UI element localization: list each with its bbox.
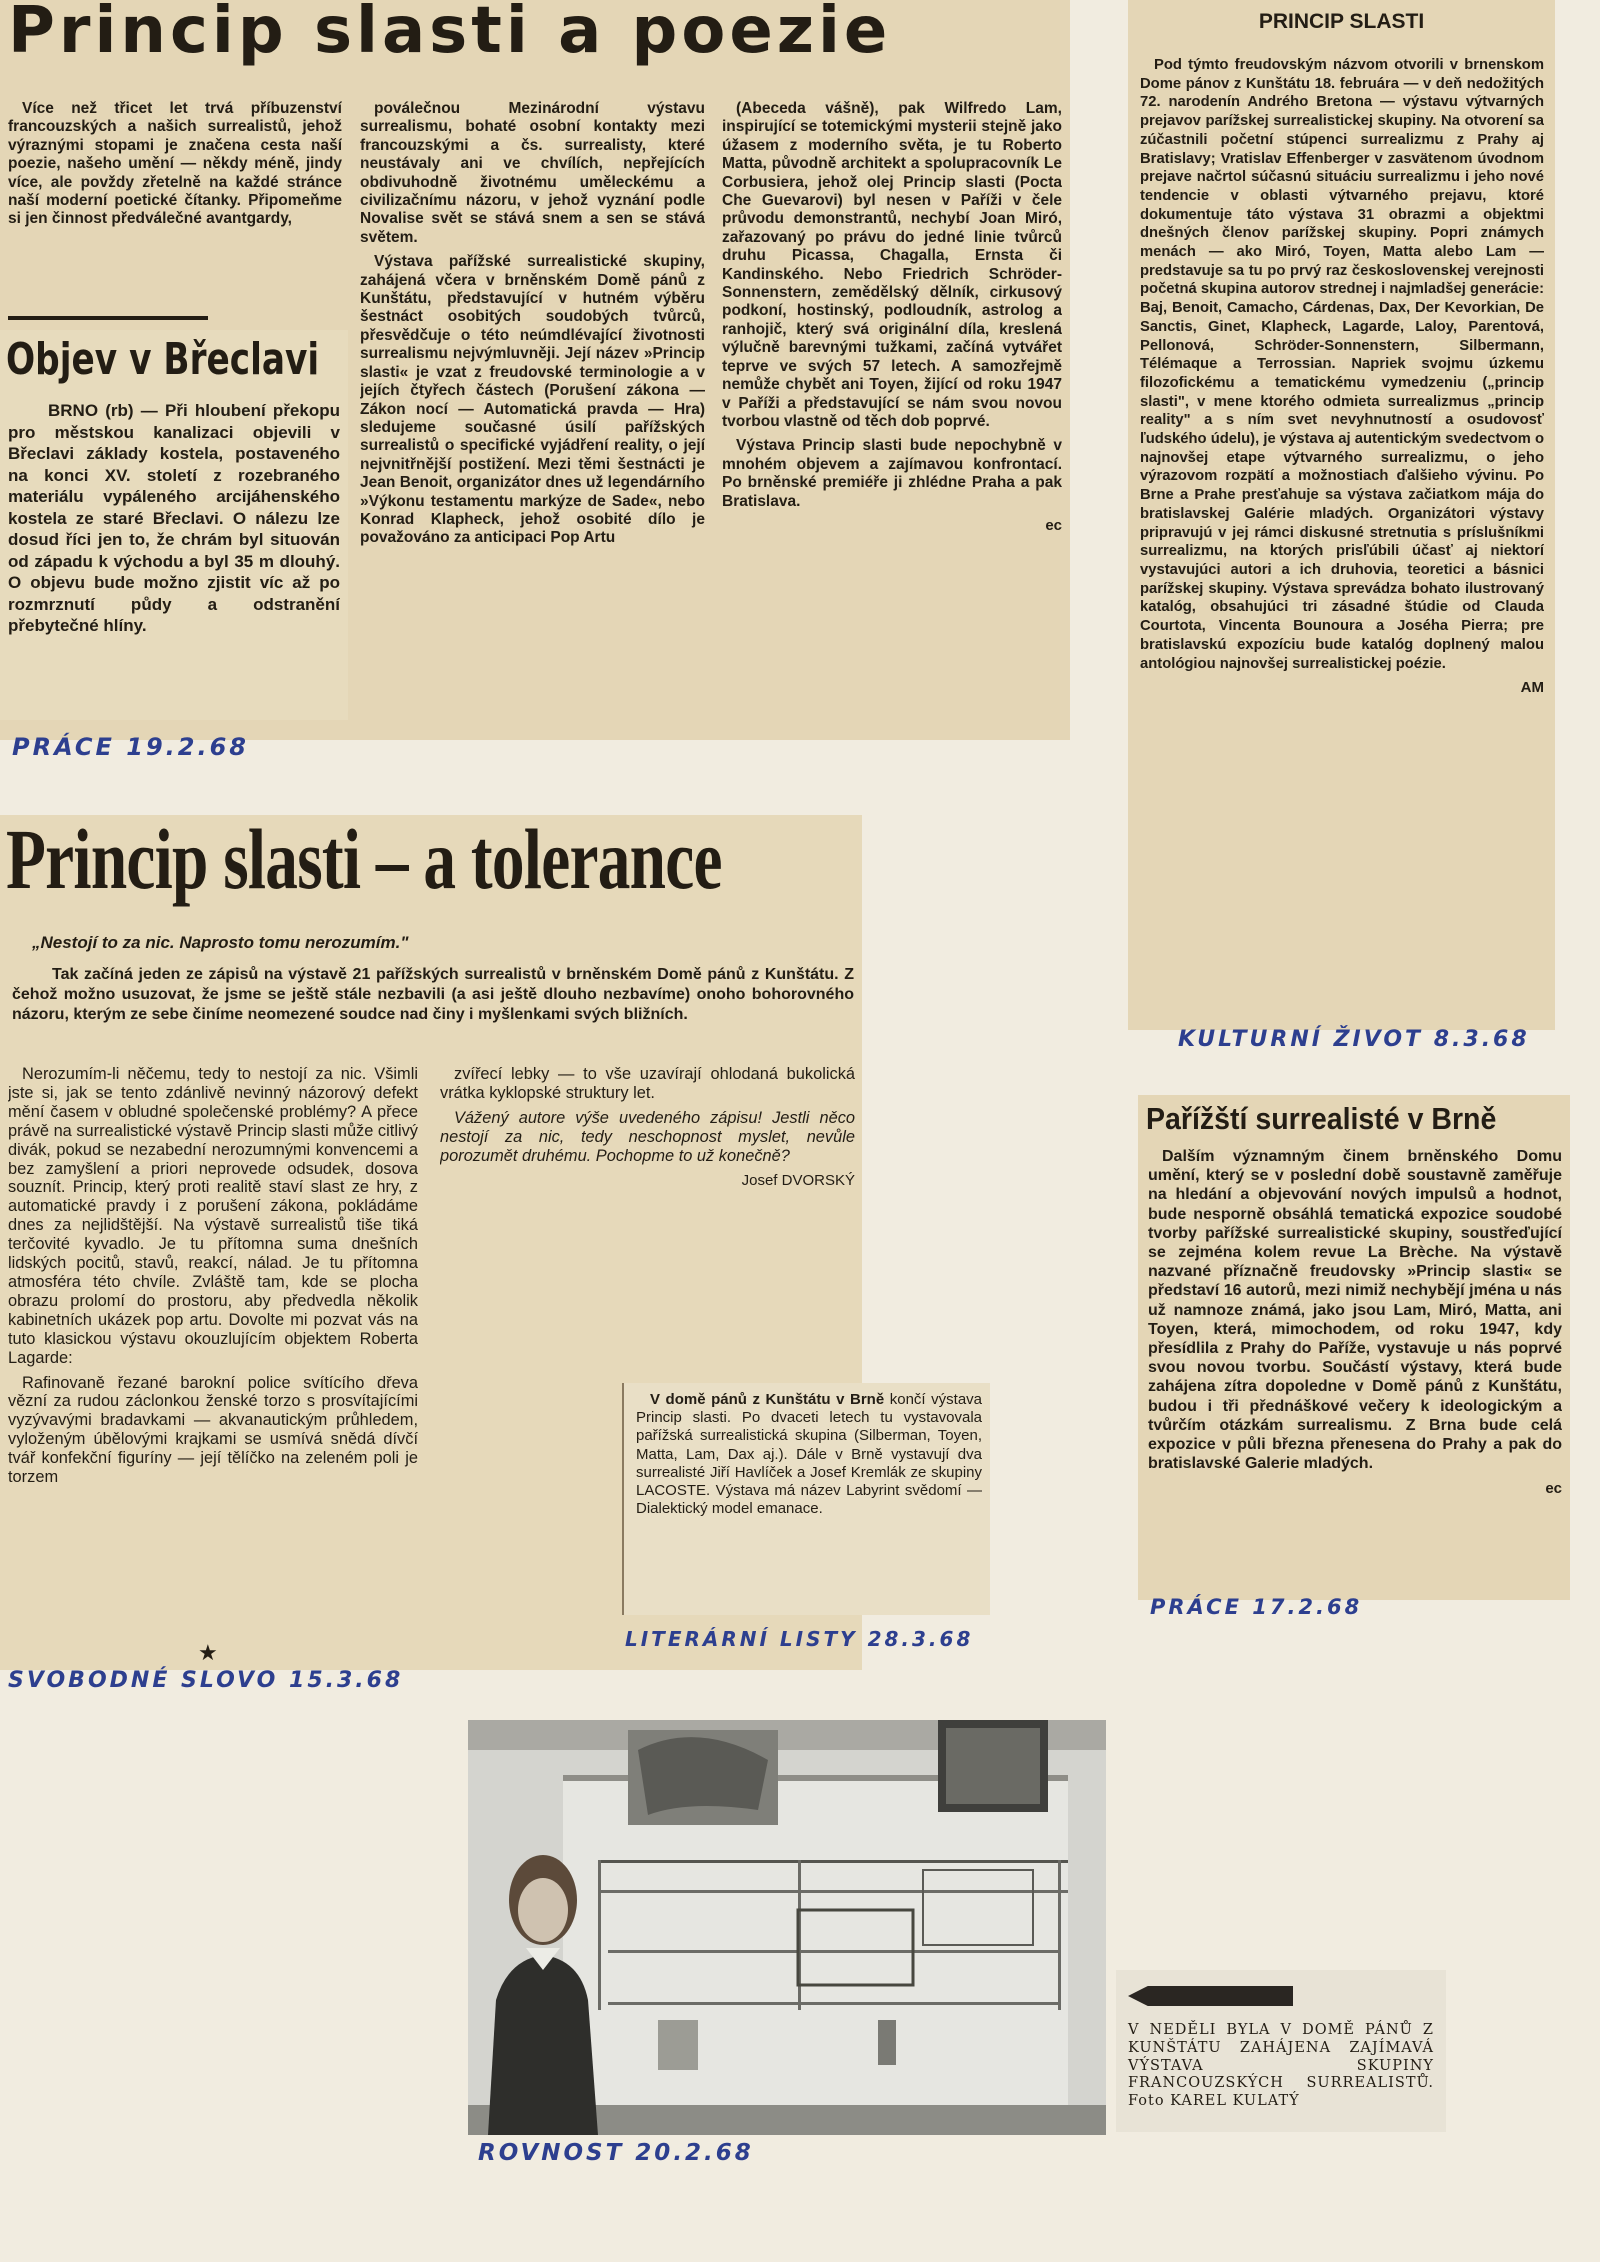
source-note-prace: PRÁCE 19.2.68: [12, 733, 249, 761]
star-ornament: ★: [198, 1641, 218, 1666]
photo-scene: [468, 1720, 1106, 2135]
paragraph: poválečnou Mezinárodní výstavu surrealismu, bohaté osobní kontakty mezi francouzskými a čs. surrealisty, které neustávaly ani ve chvílích, nepřejících obdivuhodně životnému uměleckému a civilizačnímu názoru, v jehož vyznání podle Novalise svět se stává snem a sen se stává světem.: [360, 100, 705, 246]
paragraph: Dalším významným činem brněnského Domu umění, který se v poslední době soustavně zaměřuje na hledání a objevování nových impulsů a hodnot, bude nesporně obsáhlá tematická expozice soudobé tvorby pařížské surrealistické skupiny, soustřeďující se zejména kolem revue La Brèche. Na výstavě nazvané příznačně freudovsky »Princip slasti« se představí 16 autorů, mezi nimiž nechybějí jména u nás už namnoze známá, jako jsou Lam, Miró, Matta, ani Toyen, která, mimochodem, od roku 1947, kdy přesídlila z Prahy do Paříže, vystavuje u nás poprvé svou novou tvorbu. Součástí výstavy, která bude zahájena zítra dopoledne v Domě pánů z Kunštátu, budou i tři přednáškové večery k ideologickým a tvůrčím otázkám surrealismu. Z Brna bude celá expozice v půli března přenesena do Prahy a pak do bratislavské Galerie mladých.: [1148, 1148, 1562, 1473]
article-column-2: [360, 100, 705, 740]
headline: Princip slasti – a tolerance: [6, 815, 722, 907]
article-column-1: [8, 100, 342, 300]
photo-caption: [1116, 1970, 1446, 2132]
paragraph: Tak začíná jeden ze zápisů na výstavě 21 pařížských surrealistů v brněnském Domě pánů z Kunštátu. Z čehož možno usuzovat, že jsme se ještě stále nezbavili (a asi ještě dlouho nezbavíme) onoho bohorovného názoru, kterým ze sebe činíme neomezené soudce nad činy i myšlenkami svých bližních.: [12, 966, 854, 1023]
signature: ec: [1545, 1480, 1562, 1498]
headline: Objev v Břeclavi: [6, 334, 320, 385]
source-note-prace-17: PRÁCE 17.2.68: [1150, 1595, 1363, 1619]
body-text: končí výstava Princip slasti. Po dvaceti letech tu vystavovala pařížská surrealistická skupina (Silberman, Toyen, Matta, Lam, Dax aj.). Dále v Brně vystavují dva surrealisté Jiří Havlíček a Josef Kremlák ze skupiny LACOSTE. Výstava má název Labyrint svědomí — Dialektický model emanace.: [636, 1391, 982, 1518]
article-body: [636, 1391, 982, 1609]
paragraph: [636, 1391, 982, 1518]
clipping-literarni-listy: [622, 1383, 990, 1615]
exhibition-photo: [468, 1720, 1106, 2135]
headline: Pařížští surrealisté v Brně: [1146, 1101, 1497, 1136]
paragraph: Rafinovaně řezané barokní police svítícího dřeva vězní za rudou záclonkou ženské torzo s prosvítajícími vyzývavými bradavkami — akvanautickým průhledem, vyloženým úbělovými krajkami se usmívá snědá dívčí tvář konfekční figuríny — její tělíčko na zeleném poli je torzem: [8, 1373, 418, 1487]
clipping-princip-slasti: [1128, 0, 1555, 1030]
source-note-svobodne-slovo: SVOBODNÉ SLOVO 15.3.68: [8, 1668, 404, 1693]
caption-rule: [1128, 1986, 1293, 2006]
paragraph: Výstava pařížské surrealistické skupiny, zahájená včera v brněnském Domě pánů z Kunštátu, představující v hutném výběru šestnáct osobitých soudobých tvůrců, přesvědčuje o této neúmdlévající životnosti surrealismu nejvýmluvněji. Její název »Princip slasti« je vzat z freudovské terminologie a v jejích čtyřech částech (Porušení zákona — Zákon nocí — Automatická pravda — Hra) sledujeme současné úsilí pařížských surrealistů o specifické vyjádření reality, o její nejvnitřnější postižení. Mezi těmi šestnácti je Jean Benoit, organizátor dnes už legendárního »Výkonu testamentu markýze de Sade«, nebo Konrad Klapheck, jehož osobité dílo je považováno za anticipaci Pop Artu: [360, 253, 705, 547]
paragraph: Pod týmto freudovským názvom otvorili v brnenskom Dome pánov z Kunštátu 18. februára — v deň nedožitých 72. narodenín Andrého Bretona — výstavu výtvarných prejavov parížskej surrealistickej skupiny. Na otvorení sa zúčastnili početní stúpenci surrealizmu z Prahy aj Bratislavy; Vratislav Effenberger v zasvätenom úvodnom prejave načrtol súčasnú situáciu surrealizmu i jeho nové tendencie v oblasti výtvarného prejavu, ktoré dokumentuje táto výstava 31 obrazmi a objektmi dnešných členov parížskej skupiny. Popri známych menách — ako Miró, Toyen, Matta alebo Lam — predstavuje sa tu po prvý raz československej verejnosti početná skupina autorov strednej i najmladšej generácie: Baj, Benoit, Camacho, Cárdenas, Dax, Der Kevorkian, De Sanctis, Ginet, Klapheck, Lagarde, Laloy, Parentová, Pellonová, Schröder-Sonnenstern, Silbermann, Télémaque a Terrossian. Napriek svojmu úzkemu filozofickému a tematickému vymedzeniu („princip slasti", v mene ktorého odmieta surrealizmus „princip reality" a s ním svet nevyhnutností a osudovosť ľudského údelu), je výstava aj autentickým svedectvom o najnovšej etape výtvarného surrealizmu, o jeho výrazovom rozpätí a možnostiach ďalšieho vývinu. Po Brne a Prahe presťahuje sa výstava začiatkom mája do bratislavskej Galérie mladých. Organizátori výstavy pripravujú v jej rámci diskusné stretnutia s príslušníkmi surrealizmu, na ktorých prisľúbili účasť aj niektorí vystavujúci autori a ich druhovia, teoretici a básnici parížskej skupiny. Výstava sprevádza bohato ilustrovaný katalóg, obsahujúci tri zásadné štúdie od Clauda Courtota, Vincenta Bounoura a Joséha Pierra; pre bratislavskú expozíciu bude katalóg doplnený malou antológiou najnovšej surrealistickej poézie.: [1140, 57, 1544, 672]
opening-quote: „Nestojí to za nic. Naprosto tomu nerozumím.": [32, 933, 409, 952]
headline: PRINCIP SLASTI: [1258, 10, 1425, 33]
headline: Princip slasti a poezie: [8, 0, 892, 68]
source-note-kulturni-zivot: KULTURNÍ ŽIVOT 8.3.68: [1178, 1027, 1530, 1052]
lead-paragraph: [12, 965, 854, 1057]
article-body: [1140, 56, 1544, 1016]
article-body: [8, 400, 340, 710]
paragraph: Výstava Princip slasti bude nepochybně v mnohém objevem a zajímavou konfrontací. Po brněnské premiéře ji zhlédne Praha a pak Bratislava.: [722, 437, 1062, 510]
signature: Josef DVORSKÝ: [741, 1171, 855, 1189]
signature: AM: [1520, 679, 1544, 697]
clipping-parizsti-surrealiste: [1138, 1095, 1570, 1600]
clipping-objev-v-breclavi: [0, 330, 348, 720]
paragraph: Nerozumím-li něčemu, tedy to nestojí za nic. Všimli jste si, jak se tento zdánlivě nevinný názorový defekt mění časem v obludné společenské problémy? A přece právě na surrealistické výstavě Princip slasti může citlivý divák, pokud se nezabední nerozumnými konvencemi a bez zamyšlení a priori neprovede odsudek, dosova souznít. Princip, který proti realitě staví slast ze hry, z automatické pravdy i z porušení zákona, pokládáme dnes za nejlidštější. Na výstavě surrealistů tiše tiká terčovité kyvadlo. Je tu přítomna suma dnešních lidských pocitů, stavů, reakcí, nálad. Je tu přítomna atmosféra této chvíle. Zvláště tam, kde se plocha obrazu prolomí do prostoru, aby předvedla několik kabinetních ukázek pop artu. Dovolte mi pozvat vás na tuto klasickou výstavu okouzlujícím objektem Roberta Lagarde:: [8, 1065, 418, 1367]
lead-in: V domě pánů z Kunštátu v Brně: [650, 1391, 885, 1408]
article-column-3: [722, 100, 1062, 740]
divider: [8, 316, 208, 320]
paragraph: Více než třicet let trvá příbuzenství francouzských a našich surrealistů, jehož výraznými stopami je značena cesta naší poezie, našeho umění — někdy méně, jindy více, ale povždy zřetelně na každé stránce naší moderní poetické čítanky. Připomeňme si jen činnost předválečné avantgardy,: [8, 100, 342, 228]
paragraph: zvířecí lebky — to vše uzavírají ohlodaná bukolická vrátka kyklopské struktury let.: [440, 1065, 855, 1102]
signature: ec: [1045, 516, 1062, 534]
paragraph: (Abeceda vášně), pak Wilfredo Lam, inspirující se totemickými mysterii stejně jako úžasem z moderního světa, je tu Roberto Matta, původně architekt a spolupracovník Le Corbusiera, jehož olej Princip slasti (Pocta Che Guevarovi) byl nesen v Paříži v čele průvodu demonstrantů, nechybí Joan Miró, zařazovaný po právu do jedné linie tvůrců druhu Picassa, Chagalla, Ernsta či Kandinského. Nebo Friedrich Schröder-Sonnenstern, zemědělský dělník, cirkusový podkoní, hostinský, podloudník, astrolog a ranhojič, který svá originální díla, kreslená výlučně barevnými tužkami, začíná vytvářet teprve ve svých 57 letech. A samozřejmě nemůže chybět ani Toyen, žijící od roku 1947 v Paříži a představující se nám svou novou tvorbou vlastně od těch dob poprvé.: [722, 100, 1062, 430]
source-note-literarni-listy: LITERÁRNÍ LISTY 28.3.68: [625, 1627, 974, 1651]
caption-text: V NEDĚLI BYLA V DOMĚ PÁNŮ Z KUNŠTÁTU ZAHÁJENA ZAJÍMAVÁ VÝSTAVA SKUPINY FRANCOUZSKÝCH SURREALISTŮ. Foto KAREL KULATÝ: [1128, 2022, 1434, 2110]
editorial-address: Vážený autore výše uvedeného zápisu! Jestli něco nestojí za nic, tedy neschopnost myslet, nevůle porozumět druhému. Pochopme to už konečně?: [440, 1108, 855, 1165]
article-column-2: [440, 1065, 855, 1245]
article-body: [1148, 1147, 1562, 1595]
paragraph: BRNO (rb) — Při hloubení překopu pro městskou kanalizaci objevili v Břeclavi základy kostela, postaveného na konci XV. století z rozebraného materiálu vypáleného arcijáhenského kostela ze staré Břeclavi. O nálezu lze dosud říci jen to, že chrám byl situován od západu k východu a byl 35 m dlouhý. O objevu bude možno zjistit víc až po rozmrznutí půdy a odstranění přebytečné hlíny.: [8, 401, 340, 635]
article-column-1: [8, 1065, 418, 1625]
source-note-rovnost: ROVNOST 20.2.68: [478, 2140, 754, 2166]
